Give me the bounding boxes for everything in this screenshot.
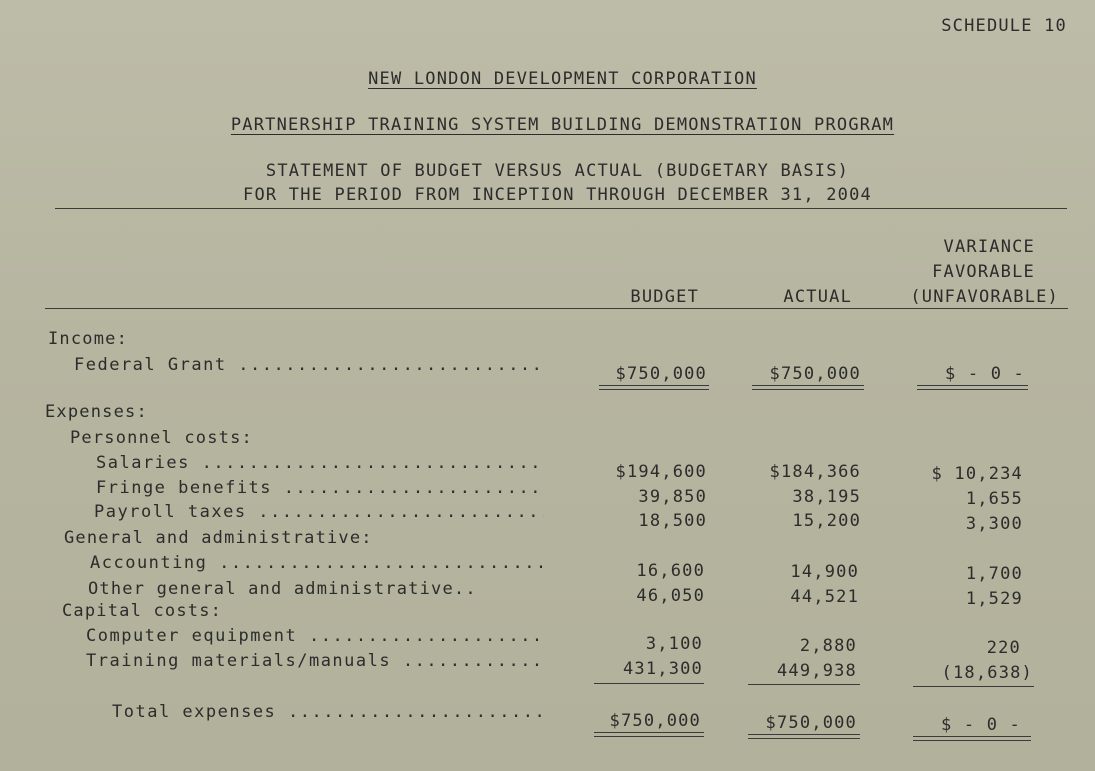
computer-equipment-label: Computer equipment ..... [86, 626, 544, 646]
actual-column-header: ACTUAL [783, 287, 852, 307]
general-admin-heading: General and administrative: [64, 528, 373, 548]
federal-grant-label: Federal Grant ..... [74, 355, 544, 375]
salaries-actual: $184,366 [769, 462, 861, 482]
other-ga-budget: 46,050 [636, 586, 705, 606]
organization-title: NEW LONDON DEVELOPMENT CORPORATION [368, 69, 757, 89]
fringe-benefits-budget: 39,850 [638, 487, 707, 507]
federal-grant-actual: $750,000 [769, 364, 861, 384]
training-materials-label: Training materials/manuals ..... [86, 651, 544, 671]
salaries-label: Salaries ..... [96, 453, 544, 473]
capital-costs-heading: Capital costs: [62, 601, 223, 621]
accounting-actual: 14,900 [790, 562, 859, 582]
payroll-taxes-budget: 18,500 [638, 511, 707, 531]
payroll-taxes-actual: 15,200 [792, 511, 861, 531]
period-title: FOR THE PERIOD FROM INCEPTION THROUGH DECEMBER 31, 2004 [243, 185, 872, 205]
program-title: PARTNERSHIP TRAINING SYSTEM BUILDING DEMONSTRATION PROGRAM [230, 115, 895, 135]
other-ga-label: Other general and administrative.. [88, 579, 477, 599]
personnel-costs-heading: Personnel costs: [70, 428, 253, 448]
payroll-taxes-variance: 3,300 [965, 514, 1023, 534]
variance-header-line1: VARIANCE [943, 237, 1035, 257]
statement-title: STATEMENT OF BUDGET VERSUS ACTUAL (BUDGETARY BASIS) [265, 161, 850, 181]
training-materials-variance: (18,638) [941, 663, 1033, 683]
expenses-heading: Expenses: [45, 402, 148, 422]
total-expenses-variance: $ - 0 - [940, 715, 1021, 735]
accounting-budget: 16,600 [636, 561, 705, 581]
training-materials-budget: 431,300 [622, 659, 703, 679]
header-rule [55, 208, 1067, 209]
fringe-benefits-variance: 1,655 [965, 489, 1023, 509]
federal-grant-budget: $750,000 [615, 364, 707, 384]
variance-header-line2: FAVORABLE [932, 262, 1035, 282]
computer-equipment-budget: 3,100 [645, 634, 703, 654]
budget-subtotal-rule [594, 683, 704, 684]
income-heading: Income: [48, 329, 129, 349]
actual-total-double-rule [748, 734, 860, 739]
total-expenses-actual: $750,000 [765, 713, 857, 733]
budget-income-double-rule [599, 385, 709, 390]
total-expenses-label: Total expenses ..... [112, 702, 542, 722]
computer-equipment-variance: 220 [986, 638, 1021, 658]
variance-subtotal-rule [913, 686, 1034, 687]
fringe-benefits-label: Fringe benefits ..... [96, 478, 544, 498]
fringe-benefits-actual: 38,195 [792, 487, 861, 507]
other-ga-variance: 1,529 [965, 589, 1023, 609]
salaries-variance: $ 10,234 [931, 464, 1023, 484]
schedule-number: SCHEDULE 10 [941, 16, 1067, 36]
actual-subtotal-rule [748, 684, 860, 685]
accounting-variance: 1,700 [965, 564, 1023, 584]
budget-column-header: BUDGET [630, 287, 699, 307]
computer-equipment-actual: 2,880 [799, 636, 857, 656]
variance-header-line3: (UNFAVORABLE) [910, 287, 1059, 307]
other-ga-actual: 44,521 [790, 587, 859, 607]
column-header-rule [45, 308, 1068, 309]
variance-total-double-rule [913, 736, 1031, 741]
budget-total-double-rule [594, 732, 704, 737]
salaries-budget: $194,600 [615, 462, 707, 482]
training-materials-actual: 449,938 [776, 661, 857, 681]
total-expenses-budget: $750,000 [609, 711, 701, 731]
variance-income-double-rule [917, 385, 1028, 390]
payroll-taxes-label: Payroll taxes ..... [94, 502, 544, 522]
actual-income-double-rule [752, 385, 864, 390]
accounting-label: Accounting ..... [90, 553, 544, 573]
federal-grant-variance: $ - 0 - [944, 364, 1025, 384]
